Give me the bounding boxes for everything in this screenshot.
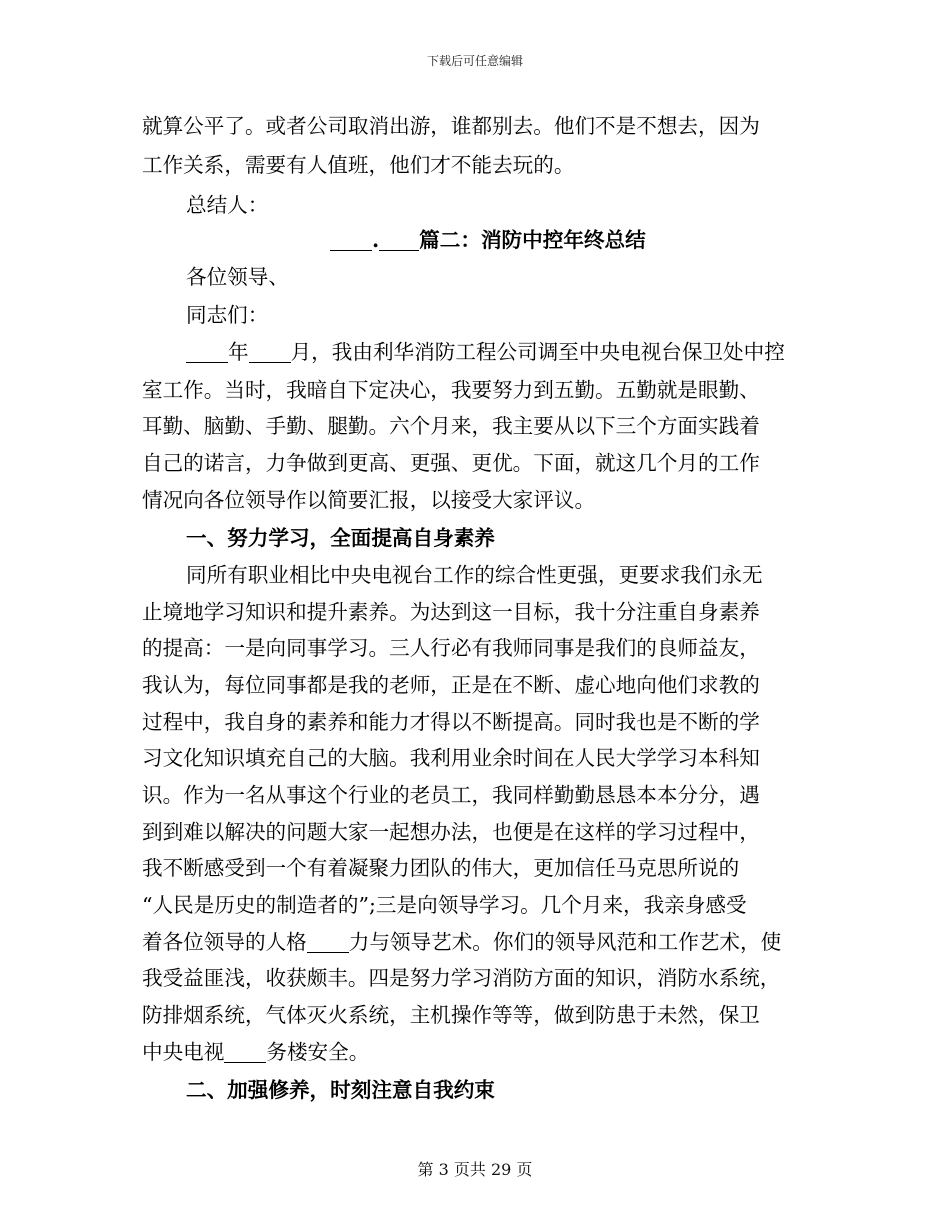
- page-footer: 第 3 页共 29 页: [417, 1160, 533, 1179]
- text-fragment: 务楼安全。: [266, 1040, 370, 1064]
- text-line: 的提高：一是向同事学习。三人行必有我师同事是我们的良师益友，: [142, 636, 760, 660]
- text-line: 我受益匪浅，收获颇丰。四是努力学习消防方面的知识，消防水系统，: [142, 966, 781, 990]
- section-heading: 二、加强修养，时刻注意自我约束: [186, 1078, 495, 1102]
- text-line: 识。作为一名从事这个行业的老员工，我同样勤勤恳恳本本分分，遇: [142, 783, 760, 807]
- text-line: 止境地学习知识和提升素养。为达到这一目标，我十分注重自身素养: [142, 600, 760, 624]
- text-line: 我认为，每位同事都是我的老师，正是在不断、虚心地向他们求教的: [142, 673, 760, 697]
- text-line: 工作关系，需要有人值班，他们才不能去玩的。: [142, 153, 575, 177]
- text-line: 情况向各位领导作以简要汇报，以接受大家评议。: [142, 488, 596, 512]
- salutation-line: 同志们：: [186, 303, 269, 327]
- text-line: [142, 922, 781, 962]
- text-line: 耳勤、脑勤、手勤、腿勤。六个月来，我主要从以下三个方面实践着: [142, 414, 760, 438]
- blank: [186, 340, 228, 363]
- section-heading: 一、努力学习，全面提高自身素养: [186, 526, 495, 550]
- text-line: [142, 1032, 369, 1072]
- text-fragment: 力与领导艺术。你们的领导风范和工作艺术，使: [348, 930, 782, 954]
- text-line: 室工作。当时，我暗自下定决心，我要努力到五勤。五勤就是眼勤、: [142, 378, 760, 402]
- text-fragment: 着各位领导的人格: [142, 930, 307, 954]
- text-line: “人民是历史的制造者的”;三是向领导学习。几个月来，我亲身感受: [142, 893, 747, 917]
- title-dot: .: [372, 228, 380, 252]
- salutation-line: 各位领导、: [186, 265, 289, 289]
- text-fragment: 月，我由利华消防工程公司调至中央电视台保卫处中控: [290, 340, 785, 364]
- text-line: 自己的诺言，力争做到更高、更强、更优。下面，就这几个月的工作: [142, 451, 760, 475]
- text-line: 到到难以解决的问题大家一起想办法，也便是在这样的学习过程中，: [142, 820, 760, 844]
- text-line: 习文化知识填充自己的大脑。我利用业余时间在人民大学学习本科知: [142, 746, 760, 770]
- blank: [224, 1040, 266, 1063]
- text-line: 就算公平了。或者公司取消出游，谁都别去。他们不是不想去，因为: [142, 114, 760, 138]
- blank: [307, 930, 349, 953]
- title-blank: [330, 228, 372, 251]
- title-blank: [379, 228, 419, 251]
- text-line: [186, 332, 785, 372]
- text-line: 防排烟系统，气体灭火系统，主机操作等等，做到防患于未然，保卫: [142, 1003, 760, 1027]
- text-fragment: 中央电视: [142, 1040, 225, 1064]
- title-text: 篇二：消防中控年终总结: [419, 228, 646, 252]
- text-line: 过程中，我自身的素养和能力才得以不断提高。同时我也是不断的学: [142, 710, 760, 734]
- blank: [249, 340, 291, 363]
- signer-label: 总结人：: [186, 193, 269, 217]
- text-line: 我不断感受到一个有着凝聚力团队的伟大，更加信任马克思所说的: [142, 856, 740, 880]
- text-line: 同所有职业相比中央电视台工作的综合性更强，更要求我们永无: [186, 563, 763, 587]
- section-title: [330, 220, 646, 260]
- page-header: 下载后可任意编辑: [426, 54, 523, 68]
- text-fragment: 年: [228, 340, 249, 364]
